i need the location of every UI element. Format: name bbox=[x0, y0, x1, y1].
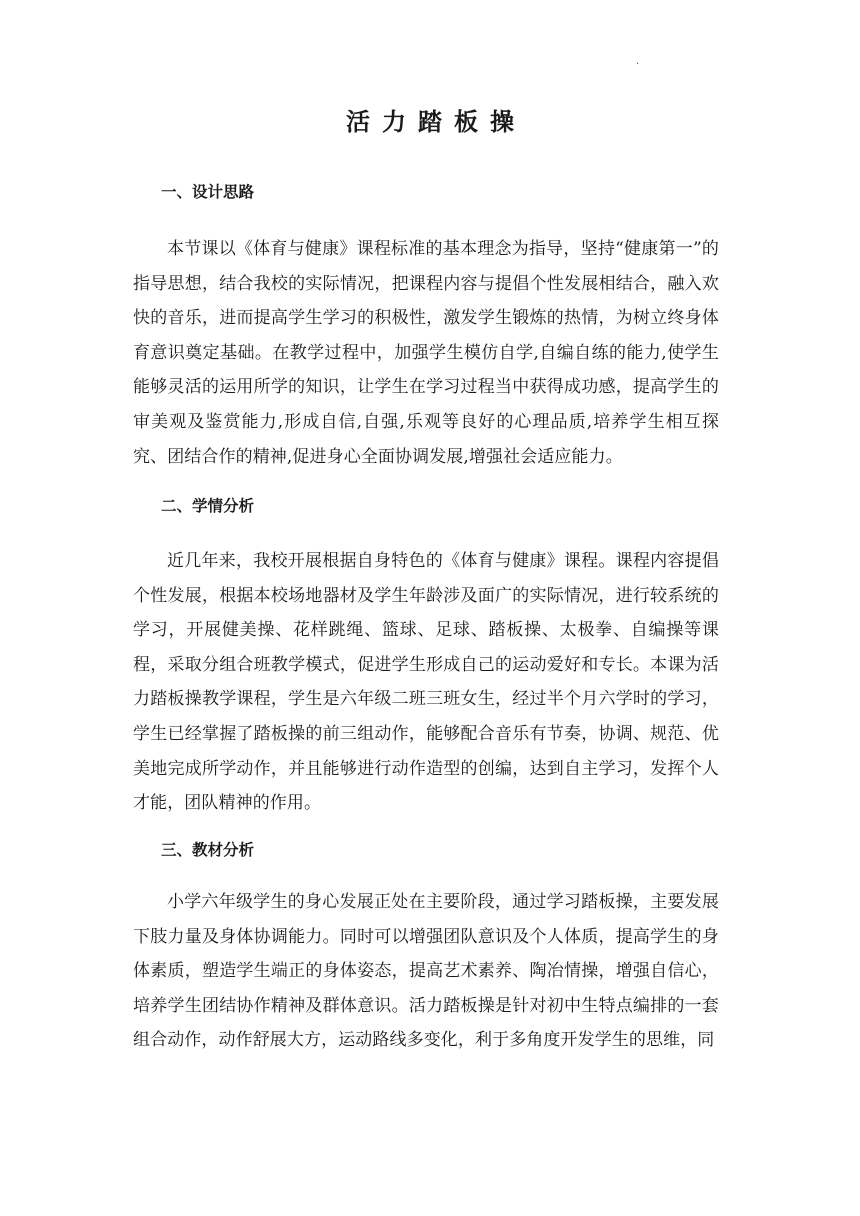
header-mark: · bbox=[636, 59, 640, 70]
section-heading-design: 一、设计思路 bbox=[161, 183, 255, 201]
document-title: 活力踏板操 bbox=[346, 108, 526, 136]
section-body-design: 本节课以《体育与健康》课程标准的基本理念为指导，坚持“健康第一”的指导思想，结合我校的实际情况，把课程内容与提倡个性发展相结合，融入欢快的音乐，进而提高学生学习的积极性，激发学生锻炼的热情，为树立终身体育意识奠定基础。在教学过程中，加强学生模仿自学,自编自练的能力,使学生能够灵活的运用所学的知识，让学生在学习过程当中获得成功感，提高学生的审美观及鉴赏能力,形成自信,自强,乐观等良好的心理品质,培养学生相互探究、团结合作的精神,促进身心全面协调发展,增强社会适应能力。 bbox=[133, 239, 719, 467]
section-heading-learner-analysis: 二、学情分析 bbox=[161, 497, 255, 515]
section-body-learner-analysis: 近几年来，我校开展根据自身特色的《体育与健康》课程。课程内容提倡个性发展，根据本校场地器材及学生年龄涉及面广的实际情况，进行较系统的学习，开展健美操、花样跳绳、篮球、足球、踏板操、太极拳、自编操等课程，采取分组合班教学模式，促进学生形成自己的运动爱好和专长。本课为活力踏板操教学课程，学生是六年级二班三班女生，经过半个月六学时的学习，学生已经掌握了踏板操的前三组动作，能够配合音乐有节奏，协调、规范、优美地完成所学动作，并且能够进行动作造型的创编，达到自主学习，发挥个人才能，团队精神的作用。 bbox=[133, 551, 719, 814]
section-heading-material-analysis: 三、教材分析 bbox=[161, 841, 255, 859]
section-body-material-analysis: 小学六年级学生的身心发展正处在主要阶段，通过学习踏板操，主要发展下肢力量及身体协调能力。同时可以增强团队意识及个人体质，提高学生的身体素质，塑造学生端正的身体姿态，提高艺术素养、陶冶情操，增强自信心，培养学生团结协作精神及群体意识。活力踏板操是针对初中生特点编排的一套组合动作，动作舒展大方，运动路线多变化，利于多角度开发学生的思维，同 bbox=[133, 892, 719, 1051]
